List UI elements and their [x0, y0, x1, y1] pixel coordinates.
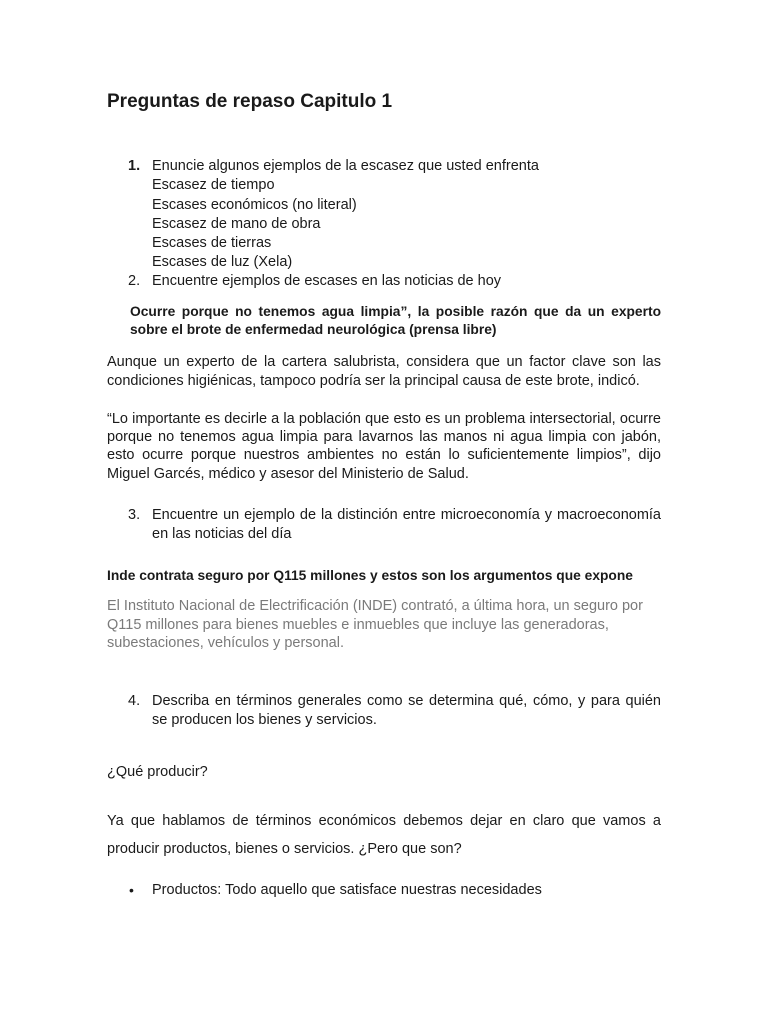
- q3-text: Encuentre un ejemplo de la distinción entre microeconomía y macroeconomía en las noticias del día: [152, 507, 661, 542]
- q4-number: 4.: [128, 693, 141, 709]
- bullet-item: Productos: Todo aquello que satisface nuestras necesidades: [152, 882, 542, 898]
- section-question: ¿Qué producir?: [107, 764, 208, 780]
- news-paragraph: El Instituto Nacional de Electrificación (INDE) contrató, a última hora, un seguro por Q115 millones para bienes muebles e inmuebles que incluye las generadoras, subestaciones, vehículos y personal.: [107, 598, 643, 651]
- q1-number: 1.: [128, 158, 141, 174]
- q2-number: 2.: [128, 273, 141, 289]
- q2-text: Encuentre ejemplos de escases en las noticias de hoy: [152, 273, 502, 289]
- q1-example: Escases de luz (Xela): [152, 254, 293, 270]
- news-headline: Inde contrata seguro por Q115 millones y estos son los argumentos que expone: [107, 568, 633, 583]
- q4-text: Describa en términos generales como se determina qué, cómo, y para quién se producen los bienes y servicios.: [152, 693, 661, 728]
- bullet-icon: •: [129, 882, 134, 898]
- q1-example: Escases de tierras: [152, 234, 272, 251]
- page-title: Preguntas de repaso Capitulo 1: [107, 91, 393, 112]
- q3-number: 3.: [128, 507, 141, 523]
- q1-example: Escases económicos (no literal): [152, 196, 357, 213]
- section-paragraph: Ya que hablamos de términos económicos debemos dejar en claro que vamos a producir productos, bienes o servicios. ¿Pero que son?: [107, 813, 661, 857]
- q1-example: Escasez de mano de obra: [152, 215, 321, 232]
- news-quote-paragraph: “Lo importante es decirle a la población que esto es un problema intersectorial, ocurre porque no tenemos agua limpia para lavarnos las manos ni agua limpia con jabón, esto ocurre porque nuestros ambientes no están lo suficientemente limpios”, dijo Miguel Garcés, médico y asesor del Ministerio de Salud.: [107, 411, 661, 482]
- news-headline: Ocurre porque no tenemos agua limpia”, la posible razón que da un experto sobre el brote de enfermedad neurológica (prensa libre): [130, 304, 661, 337]
- q1-example: Escasez de tiempo: [152, 177, 275, 193]
- news-paragraph: Aunque un experto de la cartera salubrista, considera que un factor clave son las condiciones higiénicas, tampoco podría ser la principal causa de este brote, indicó.: [107, 354, 661, 390]
- q1-text: Enuncie algunos ejemplos de la escasez que usted enfrenta: [152, 158, 539, 174]
